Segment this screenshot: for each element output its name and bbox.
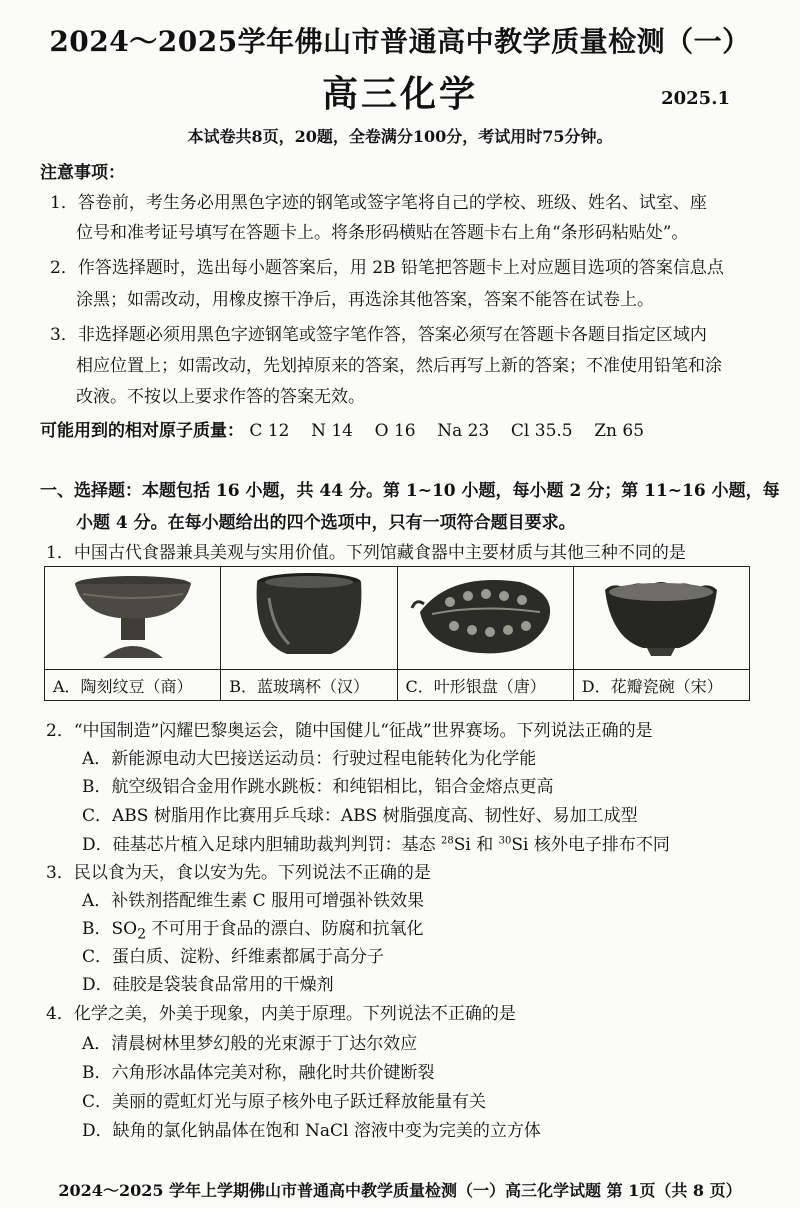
atomic-masses-label: 可能用到的相对原子质量： xyxy=(40,421,244,441)
atomic-mass-o: O 16 xyxy=(374,421,416,441)
q2-option-b: B．航空级铝合金用作跳水跳板：和纯铝相比，铝合金熔点更高 xyxy=(82,777,554,797)
q4-stem: 4．化学之美，外美于现象，内美于原理。下列说法不正确的是 xyxy=(46,1004,516,1024)
notice-item-1-line-1: 1．答卷前，考生务必用黑色字迹的钢笔或签字笔将自己的学校、班级、姓名、试室、座 xyxy=(50,193,707,213)
exam-title: 2024～2025学年佛山市普通高中教学质量检测（一） xyxy=(49,25,751,58)
notice-item-3-line-1: 3．非选择题必须用黑色字迹钢笔或签字笔作答，答案必须写在答题卡各题目指定区域内 xyxy=(50,325,707,345)
leaf-silver-plate-icon xyxy=(410,568,560,664)
q3-option-b xyxy=(82,914,424,942)
q1-options-table xyxy=(44,566,750,701)
q2-option-a: A．新能源电动大巴接送运动员：行驶过程电能转化为化学能 xyxy=(82,749,537,769)
q1-image-d xyxy=(573,567,749,670)
subject-title: 高三化学 xyxy=(321,73,478,115)
q1-image-b xyxy=(221,567,397,670)
notice-item-2-line-1: 2．作答选择题时，选出每小题答案后，用 2B 铅笔把答题卡上对应题目选项的答案信息点 xyxy=(50,258,724,278)
q3-option-a: A．补铁剂搭配维生素 C 服用可增强补铁效果 xyxy=(82,891,425,911)
q1-option-d: D．花瓣瓷碗（宋） xyxy=(573,670,749,701)
section-1-heading-line-2: 小题 4 分。在每小题给出的四个选项中，只有一项符合题目要求。 xyxy=(76,513,576,533)
notice-item-3-line-3: 改液。不按以上要求作答的答案无效。 xyxy=(76,387,365,407)
q3-stem: 3．民以食为天，食以安为先。下列说法不正确的是 xyxy=(46,863,431,883)
q4-option-b: B．六角形冰晶体完美对称，融化时共价键断裂 xyxy=(82,1063,435,1083)
petal-porcelain-bowl-icon xyxy=(591,568,731,664)
section-1-heading-line-1: 一、选择题：本题包括 16 小题，共 44 分。第 1~10 小题，每小题 2 分；第 11~16 小题，每 xyxy=(40,481,780,501)
atomic-mass-c: C 12 xyxy=(249,421,290,441)
q4-option-c: C．美丽的霓虹灯光与原子核外电子跃迁释放能量有关 xyxy=(82,1092,487,1112)
q2-option-c: C．ABS 树脂用作比赛用乒乓球：ABS 树脂强度高、韧性好、易加工成型 xyxy=(82,806,638,826)
q3-option-c: C．蛋白质、淀粉、纤维素都属于高分子 xyxy=(82,947,385,967)
atomic-mass-zn: Zn 65 xyxy=(594,421,645,441)
q2-option-d-mass-1: 28 xyxy=(441,835,454,847)
q3-option-b-text-1: B．SO xyxy=(82,919,138,939)
q2-option-d-mass-2: 30 xyxy=(498,835,512,847)
q4-option-d: D．缺角的氯化钠晶体在饱和 NaCl 溶液中变为完美的立方体 xyxy=(82,1121,541,1141)
q2-option-d-text-1: D．硅基芯片植入足球内胆辅助裁判判罚：基态 xyxy=(82,835,442,855)
notice-item-2-line-2: 涂黑；如需改动，用橡皮擦干净后，再选涂其他答案，答案不能答在试卷上。 xyxy=(76,290,654,310)
q1-option-a: A．陶刻纹豆（商） xyxy=(45,670,221,701)
q3-option-b-text-2: 不可用于食品的漂白、防腐和抗氧化 xyxy=(146,919,424,939)
q3-option-b-subscript: 2 xyxy=(137,926,147,943)
q1-image-a xyxy=(45,567,221,670)
q2-stem: 2．“中国制造”闪耀巴黎奥运会，随中国健儿“征战”世界赛场。下列说法正确的是 xyxy=(46,721,653,741)
q4-option-a: A．清晨树林里梦幻般的光束源于丁达尔效应 xyxy=(82,1034,418,1054)
q2-option-d-text-2: Si 和 xyxy=(453,835,499,855)
atomic-masses xyxy=(40,416,644,441)
q1-option-b: B．蓝玻璃杯（汉） xyxy=(221,670,397,701)
notice-heading: 注意事项： xyxy=(40,163,125,183)
notice-item-3-line-2: 相应位置上；如需改动，先划掉原来的答案，然后再写上新的答案；不准使用铅笔和涂 xyxy=(76,356,722,376)
glass-cup-icon xyxy=(239,568,379,664)
notice-item-1-line-2: 位号和准考证号填写在答题卡上。将条形码横贴在答题卡右上角“条形码粘贴处”。 xyxy=(76,223,689,243)
q1-option-c: C．叶形银盘（唐） xyxy=(397,670,573,701)
q2-option-d-text-3: Si 核外电子排布不同 xyxy=(511,835,670,855)
atomic-mass-cl: Cl 35.5 xyxy=(510,421,573,441)
q3-option-d: D．硅胶是袋装食品常用的干燥剂 xyxy=(82,975,334,995)
atomic-mass-n: N 14 xyxy=(311,421,353,441)
q1-image-c xyxy=(397,567,573,670)
q1-stem: 1．中国古代食器兼具美观与实用价值。下列馆藏食器中主要材质与其他三种不同的是 xyxy=(46,543,686,563)
atomic-mass-na: Na 23 xyxy=(437,421,490,441)
exam-info: 本试卷共8页，20题，全卷满分100分，考试用时75分钟。 xyxy=(187,127,613,146)
q2-option-d xyxy=(82,830,670,855)
pottery-dou-icon xyxy=(63,568,203,664)
exam-date: 2025.1 xyxy=(661,88,730,109)
page-footer: 2024～2025 学年上学期佛山市普通高中教学质量检测（一）高三化学试题 第 1页（共 8 页） xyxy=(58,1181,742,1200)
